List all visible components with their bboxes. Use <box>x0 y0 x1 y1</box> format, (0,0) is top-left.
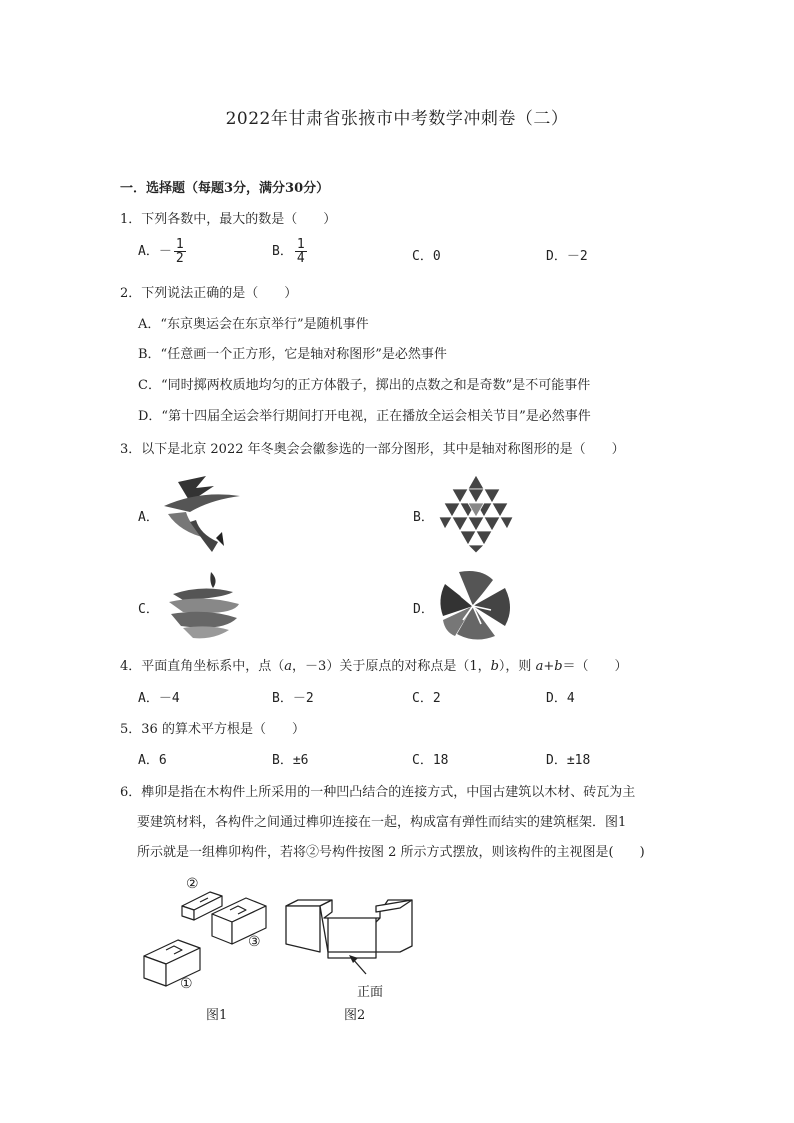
emblem-b-image <box>437 473 515 553</box>
piece-1-label: ① <box>180 976 193 992</box>
question-1-option-c: C．0 <box>412 249 441 264</box>
question-1-option-b: B． $\frac{1}{4}$ <box>272 237 305 266</box>
piece-2-label: ② <box>186 876 199 892</box>
question-6-line-1: 6．榫卯是指在木构件上所采用的一种凹凸结合的连接方式，中国古建筑以木材、砖瓦为主 <box>120 785 636 800</box>
question-6-line-3: 所示就是一组榫卯构件，若将②号构件按图 2 所示方式摆放，则该构件的主视图是( ) <box>137 845 645 860</box>
question-6-line-2: 要建筑材料，各构件之间通过榫卯连接在一起，构成富有弹性而结实的建筑框架．图1 <box>137 815 627 830</box>
question-3-option-d: D． <box>413 602 434 617</box>
piece-3-label: ③ <box>248 934 261 950</box>
question-3-option-b: B． <box>413 510 434 525</box>
question-4-option-b: B．－2 <box>272 691 314 706</box>
question-1-option-a: A．－ $\frac{1}{2}$ <box>138 237 184 266</box>
question-4-option-d: D．4 <box>546 691 575 706</box>
question-4-stem: 4．平面直角坐标系中，点（a，－3）关于原点的对称点是（1，b），则 a+b＝（ ） <box>120 659 628 674</box>
question-3-stem: 3．以下是北京 2022 年冬奥会会徽参选的一部分图形，其中是轴对称图形的是（ ） <box>120 442 625 457</box>
question-1-stem: 1．下列各数中，最大的数是（ ） <box>120 212 337 227</box>
question-1-option-d: D．－2 <box>546 249 588 264</box>
question-4-option-a: A．－4 <box>138 691 180 706</box>
front-view-label: 正面 <box>357 985 384 1000</box>
emblem-d-image <box>435 570 513 642</box>
figure-1-caption: 图1 <box>206 1008 228 1023</box>
emblem-a-image <box>160 472 242 554</box>
question-5-stem: 5．36 的算术平方根是（ ） <box>120 722 305 737</box>
emblem-c-image <box>163 570 243 642</box>
question-5-option-a: A．6 <box>138 753 167 768</box>
arrow-up-left-icon <box>346 952 370 978</box>
question-2-stem: 2．下列说法正确的是（ ） <box>120 286 298 301</box>
question-2-option-d: D．“第十四届全运会举行期间打开电视，正在播放全运会相关节目”是必然事件 <box>138 409 591 424</box>
question-3-option-a: A． <box>138 510 159 525</box>
page-title: 2022年甘肃省张掖市中考数学冲刺卷（二） <box>225 109 569 129</box>
question-3-option-c: C． <box>138 602 159 617</box>
question-5-option-c: C．18 <box>412 753 449 768</box>
question-4-option-c: C．2 <box>412 691 441 706</box>
question-2-option-b: B．“任意画一个正方形，它是轴对称图形”是必然事件 <box>138 347 447 362</box>
question-2-option-a: A．“东京奥运会在东京举行”是随机事件 <box>138 317 369 332</box>
question-5-option-d: D．±18 <box>546 753 591 768</box>
section-heading: 一．选择题（每题3分，满分30分） <box>120 181 330 196</box>
figure-2-caption: 图2 <box>344 1008 366 1023</box>
fraction: $\frac{1}{2}$ <box>175 237 184 266</box>
fraction: $\frac{1}{4}$ <box>296 237 305 266</box>
question-2-option-c: C．“同时掷两枚质地均匀的正方体骰子，掷出的点数之和是奇数”是不可能事件 <box>138 378 591 393</box>
question-5-option-b: B．±6 <box>272 753 309 768</box>
